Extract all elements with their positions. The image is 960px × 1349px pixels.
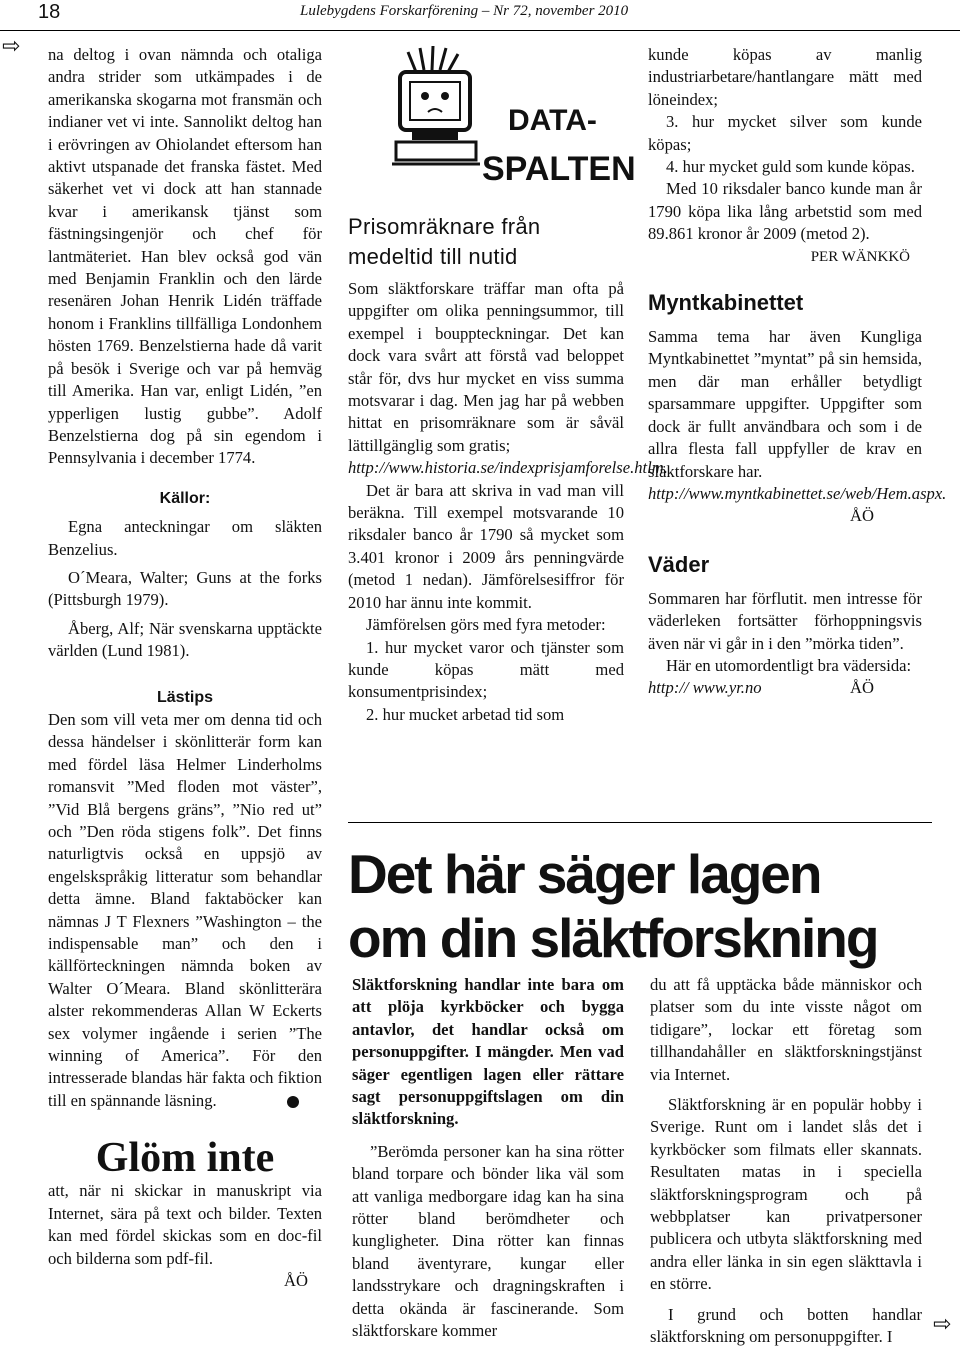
url-link[interactable]: http://www.myntkabinettet.se/web/Hem.aspx. [648,483,947,503]
logo-line-1: DATA- [508,104,597,137]
reading-tips-body: Den som vill veta mer om denna tid och dessa händelser i skönlitterär form kan med fördel läsa Helmer Linderholms romansvit ”Med floden mot väster”, ”Vid Blå bergens gräns”, ”Nio red ut” och ”Den röda stigens folk”. Det finns naturligtvis också en uppsjö av engelskspråkig litteratur som behandlar detta ämne. Bland faktaböcker kan nämnas J T Flexners ”Washington – the indispensable man” och den i källförteckningen nämnda boken av Walter O´Meara. Bland skönlitterära alster rekommenderas Allan W Eckerts sex volymer ingående i serien ”The winning of America”. För den intresserade blandas här fakta och fiktion till en spännande läsning. [48,709,322,1110]
publication-title: Lulebygdens Forskarförening – Nr 72, november 2010 [300,3,629,19]
paragraph: I grund och botten handlar släktforskning om personuppgifter. I [650,1304,922,1347]
section-divider [348,822,932,823]
section-heading-vader: Väder [648,551,710,577]
article-column-right [650,974,922,1349]
reading-tips-heading: Lästips [156,688,213,706]
column-3 [648,44,947,700]
url-link[interactable]: http:// www.yr.no [648,678,762,698]
right-arrow-outline-icon: ⇨ [2,34,21,59]
signature: ÅÖ [284,1270,308,1290]
paragraph: Med 10 riksdaler banco kunde man år 1790 köpa lika lång arbetstid som med 89.861 kronor år 2009 (metod 2). [648,179,922,244]
method-item: 3. hur mycket silver som kunde köpas; [648,112,922,154]
paragraph: du att få upptäcka både människor och platser som du inte visste något om tidigare”, lockar ett företag som tillhandahåller en släktforskningstjänst via Internet. [650,975,922,1084]
signature: PER WÄNKKÖ [810,248,910,265]
method-item: 2. hur mucket arbetad tid som [366,704,565,724]
paragraph: Jämförelsen görs med fyra metoder: [366,615,606,635]
paragraph: Samma tema har även Kungliga Myntkabinettet ”myntat” på sin hemsida, men där man erhåller betydligt sparsammare uppgifter. Uppgifter som dock är fullt användbara och som i de allra flesta fall uppfyller de krav en släktforskare har. [648,327,922,481]
reading-tips-text [48,709,322,1112]
signature: ÅÖ [850,678,874,698]
paragraph: Som släktforskare träffar man ofta på uppgifter om olika penningsummor, till exempel i bouppteckningar. Det kan dock vara svårt att förstå vad beloppet står för, dvs hur mycket en viss summa motsvarar i dag. Men jag har på webben hittat en prisomräknare som är såväl lättillgänglig som gratis; [348,279,624,455]
paragraph: Släktforskning är en populär hobby i Sverige. Runt om i landet slås det i kyrkböcker som filmats eller skannats. Resultaten matas in i speciella släktforskningsprogram och på webbplatser kan privatpersoner publicera och utbyta släktforskning med andra eller länka in sin egen släkttavla i en större. [650,1095,922,1294]
logo-line-2: SPALTEN [482,150,636,188]
headline-line-2: om din släktforskning [348,907,878,969]
url-link[interactable]: http://www.historia.se/indexprisjamforelse.htlm. [348,458,668,478]
source-item: Åberg, Alf; När svenskarna upptäckte världen (Lund 1981). [48,618,322,661]
paragraph: Här en utomordentligt bra vädersida: [666,655,912,675]
column-2 [348,212,668,726]
signature: ÅÖ [850,506,874,526]
article-column-left [352,974,624,1343]
article-headline [348,842,877,970]
paragraph: kunde köpas av manlig industriarbetare/hantlangare mätt med löneindex; [648,45,922,109]
paragraph: Det är bara att skriva in vad man vill beräkna. Till exempel motsvarande 10 riksdaler banco år 1790 så mycket som 3.401 kronor i 2009 års penningvärde (metod 1 nedan). Jämförelsesiffror för 2010 har ännu inte kommit. [348,480,624,612]
filled-circle-icon [287,1096,299,1108]
page-header [0,0,960,31]
column-1 [48,44,322,1292]
source-item: O´Meara, Walter; Guns at the forks (Pittsburgh 1979). [48,567,322,610]
article-heading: Prisomräknare från medeltid till nutid [348,214,541,269]
reminder-heading: Glöm inte [95,1135,275,1182]
sources-heading: Källor: [159,489,211,507]
headline-line-1: Det här säger lagen [348,843,821,905]
section-heading-myntkabinettet: Myntkabinettet [648,290,804,316]
article-continuation: na deltog i ovan nämnda och otaliga andra strider som utkämpades i de amerikanska skogarna mot fransmän och indianer vet vi inte. Sannolikt deltog han i erövringen av Ohiolandet eftersom han aktivt utspanade det franska fästet. Med säkerhet vet vi dock att han stannade kvar i amerikansk tjänst som fästningsingenjör och chef för lantmäteriet. Han blev också god vän med Benjamin Franklin och den lärde resenären Johan Henrik Lidén träffade honom i Franklins tillfälliga Londonhem hösten 1769. Benzelstierna hade då varit på besök i Sverige och var på hemväg till Amerika. Han var, enligt Lidén, ”en ypperligen lustig gubbe”. Adolf Benzelstierna dog på sin egendom i Pennsylvania i december 1774. [48,45,322,468]
weather-link-row [648,677,922,699]
reminder-text: att, när ni skickar in manuskript via Internet, sära på text och bilder. Texten kan med fördel skickas som en doc-fil och bilderna som pdf-fil. [48,1181,322,1268]
method-item: 4. hur mycket guld som kunde köpas. [666,157,915,177]
paragraph: Sommaren har förflutit. men intresse för väderleken fortsätter förhoppningsvis även när vi går in i den ”mörka tiden”. [648,588,922,653]
right-arrow-outline-icon: ⇨ [933,1312,952,1337]
data-spalten-logo [378,44,636,214]
article-lead: Släktforskning handlar inte bara om att plöja kyrkböcker och bygga antavlor, det handlar också om personuppgifter. I mängder. Men vad säger egentligen lagen eller rättare sagt personuppgiftslagen om din släktforskning. [352,975,624,1129]
source-item: Egna anteckningar om släkten Benzelius. [48,517,322,559]
paragraph: ”Berömda personer kan ha sina rötter bland torpare och bönder lika väl som att vanliga medborgare idag kan ha sina rötter bland berömdheter och kungligheter. Dina rötter kan finnas bland äventyrare, kungar eller landsstrykare och dragningskraften i detta okända är fascinerande. Som släktforskare kommer [352,1141,624,1341]
method-item: 1. hur mycket varor och tjänster som kunde köpas mätt med konsumentprisindex; [348,637,624,702]
computer-cartoon-icon [392,46,480,164]
page-number: 18 [38,1,61,23]
